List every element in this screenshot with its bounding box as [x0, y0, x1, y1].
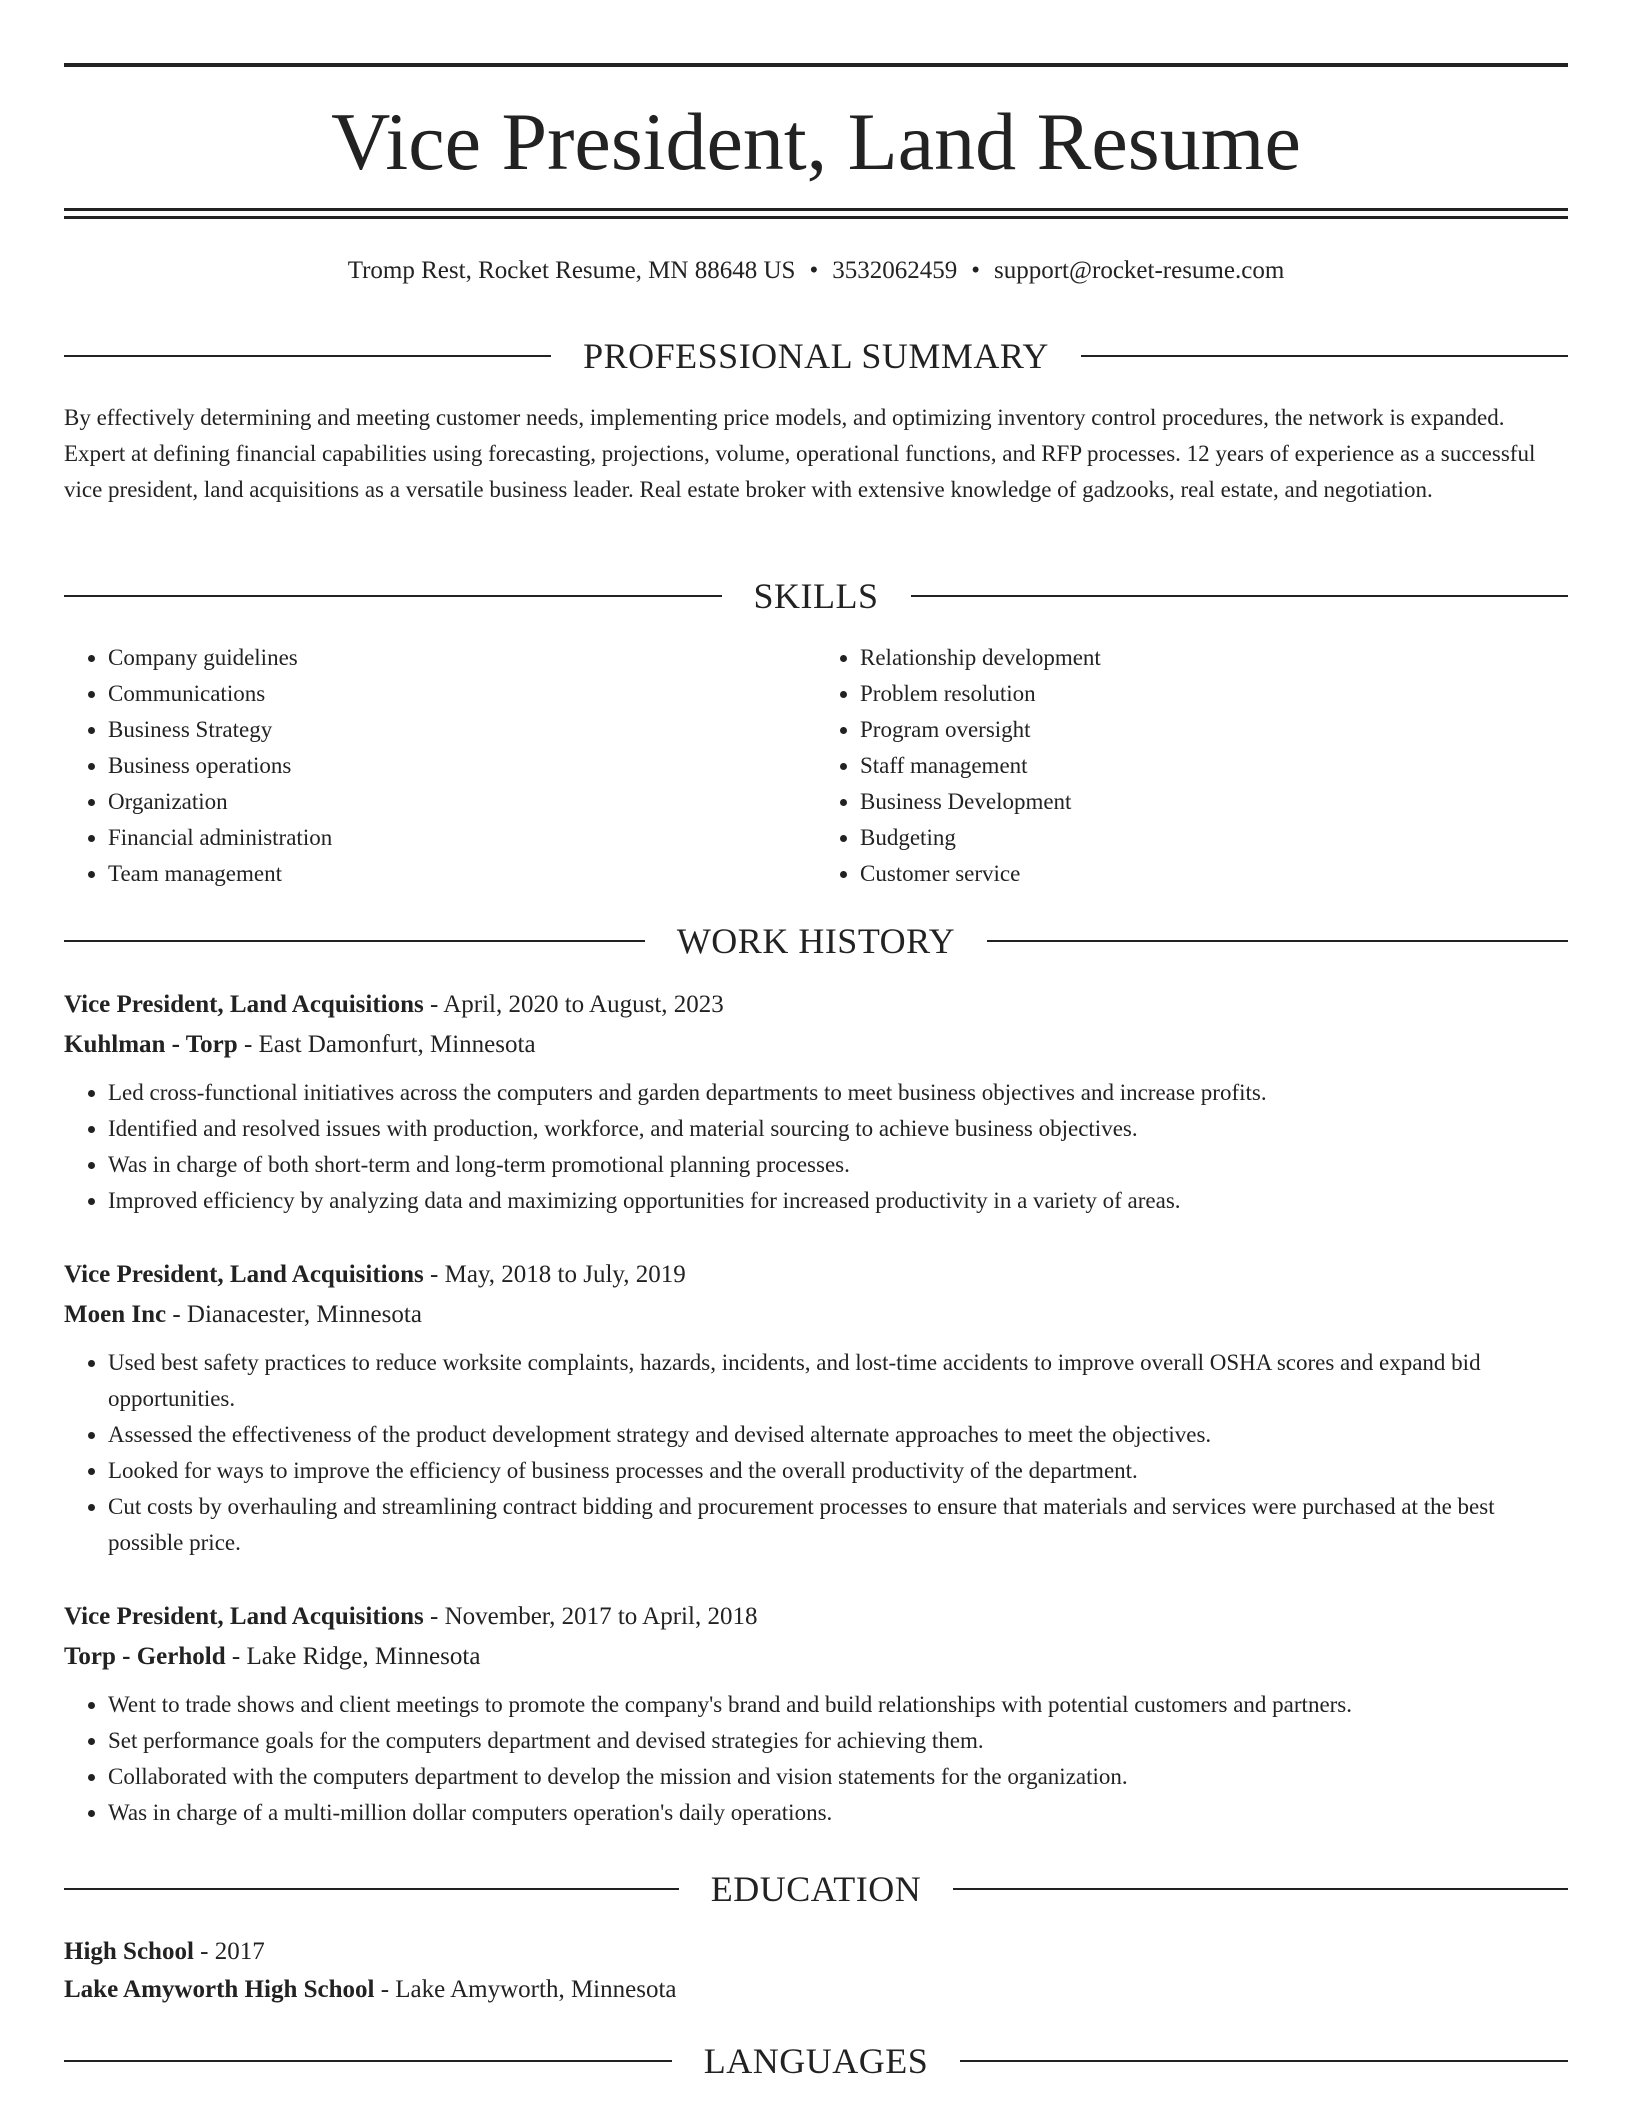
job-title: Vice President, Land Acquisitions: [64, 1261, 424, 1288]
heading-rule: [64, 355, 551, 357]
section-heading-summary: [64, 334, 1568, 378]
skills-column-right: [816, 640, 1568, 892]
skill-item: • Relationship development: [860, 640, 1568, 676]
job-bullet: • Was in charge of both short-term and long-term promotional planning processes.: [108, 1147, 1568, 1183]
section-title: PROFESSIONAL SUMMARY: [583, 336, 1049, 376]
education-degree-line: [64, 1934, 1568, 1970]
skill-item: • Business Strategy: [108, 712, 816, 748]
skills-list: [64, 640, 1568, 892]
dash: -: [430, 1261, 439, 1288]
job-bullets: [64, 1075, 1568, 1219]
dash: -: [430, 991, 439, 1018]
summary-text: By effectively determining and meeting customer needs, implementing price models, and optimizing inventory control procedures, the network is expanded. Expert at defining financial capabilities using forecasting, projections, volume, operational functions, and RFP processes. 12 years of experience as a successful vice president, land acquisitions as a versatile business leader. Real estate broker with extensive knowledge of gadzooks, real estate, and negotiation.: [64, 405, 1536, 502]
heading-rule: [64, 940, 645, 942]
job-title: Vice President, Land Acquisitions: [64, 1603, 424, 1630]
skill-item: • Business Development: [860, 784, 1568, 820]
job-title: Vice President, Land Acquisitions: [64, 991, 424, 1018]
education-degree: High School: [64, 1938, 194, 1965]
job-bullet: • Cut costs by overhauling and streamlining contract bidding and procurement processes to ensure that materials and services were purchased at the best possible price.: [108, 1489, 1568, 1561]
job-bullet: • Led cross-functional initiatives across the computers and garden departments to meet business objectives and increase profits.: [108, 1075, 1568, 1111]
section-heading-work-history: [64, 919, 1568, 963]
job-bullet: • Collaborated with the computers department to develop the mission and vision statements for the organization.: [108, 1759, 1568, 1795]
contact-separator: •: [971, 257, 980, 284]
header-bottom-rule: [64, 208, 1568, 211]
job-bullet: • Improved efficiency by analyzing data and maximizing opportunities for increased productivity in a variety of areas.: [108, 1183, 1568, 1219]
job-entry: [64, 1257, 1568, 1561]
education-year: 2017: [214, 1938, 265, 1965]
contact-phone: 3532062459: [832, 257, 958, 284]
job-location: Dianacester, Minnesota: [186, 1301, 422, 1328]
skill-item: • Financial administration: [108, 820, 816, 856]
resume-title: Vice President, Land Resume: [331, 96, 1301, 187]
section-title: LANGUAGES: [703, 2041, 929, 2081]
contact-separator: •: [809, 257, 819, 284]
contact-line: [64, 254, 1568, 288]
job-location: Lake Ridge, Minnesota: [246, 1643, 481, 1670]
skill-item: • Problem resolution: [860, 676, 1568, 712]
dash: -: [430, 1603, 439, 1630]
dash: -: [231, 1643, 241, 1670]
job-location: East Damonfurt, Minnesota: [258, 1031, 536, 1058]
job-bullet: • Was in charge of a multi-million dollar computers operation's daily operations.: [108, 1795, 1568, 1831]
dash: -: [243, 1031, 253, 1058]
dash: -: [380, 1976, 390, 2003]
job-company-line: [64, 1639, 1568, 1675]
dash: -: [172, 1301, 181, 1328]
heading-rule: [64, 1888, 679, 1890]
header-top-rule: [64, 63, 1568, 67]
section-title: SKILLS: [753, 576, 879, 616]
heading-rule: [911, 595, 1569, 597]
contact-email: support@rocket-resume.com: [993, 257, 1285, 284]
section-title: WORK HISTORY: [676, 921, 956, 961]
job-bullet: • Set performance goals for the computers department and devised strategies for achieving them.: [108, 1723, 1568, 1759]
job-bullet: • Went to trade shows and client meetings to promote the company's brand and build relationships with potential customers and partners.: [108, 1687, 1568, 1723]
job-bullet: • Used best safety practices to reduce worksite complaints, hazards, incidents, and lost-time accidents to improve overall OSHA scores and expand bid opportunities.: [108, 1345, 1568, 1417]
heading-rule: [987, 940, 1568, 942]
education-school: Lake Amyworth High School: [64, 1976, 375, 2003]
section-heading-education: [64, 1867, 1568, 1911]
education-location: Lake Amyworth, Minnesota: [395, 1976, 677, 2003]
job-bullet: • Looked for ways to improve the efficiency of business processes and the overall productivity of the department.: [108, 1453, 1568, 1489]
skill-item: • Company guidelines: [108, 640, 816, 676]
job-title-line: [64, 1599, 1568, 1635]
job-bullet: • Assessed the effectiveness of the product development strategy and devised alternate approaches to meet the objectives.: [108, 1417, 1568, 1453]
job-dates: November, 2017 to April, 2018: [444, 1603, 758, 1630]
job-title-line: [64, 987, 1568, 1023]
job-entry: [64, 1599, 1568, 1831]
heading-rule: [960, 2060, 1568, 2062]
job-company: Moen Inc: [64, 1301, 167, 1328]
skills-column-left: [64, 640, 816, 892]
section-heading-languages: [64, 2039, 1568, 2083]
skill-item: • Business operations: [108, 748, 816, 784]
skill-item: • Program oversight: [860, 712, 1568, 748]
job-company-line: [64, 1027, 1568, 1063]
job-company: Torp - Gerhold: [64, 1643, 226, 1670]
job-company: Kuhlman - Torp: [64, 1031, 238, 1058]
education-entry: [64, 1934, 1568, 2010]
skill-item: • Budgeting: [860, 820, 1568, 856]
contact-address: Tromp Rest, Rocket Resume, MN 88648 US: [347, 257, 796, 284]
heading-rule: [1081, 355, 1568, 357]
skill-item: • Customer service: [860, 856, 1568, 892]
section-heading-skills: [64, 574, 1568, 618]
dash: -: [200, 1938, 209, 1965]
job-bullets: [64, 1345, 1568, 1561]
heading-rule: [64, 2060, 672, 2062]
skill-item: • Organization: [108, 784, 816, 820]
skill-item: • Staff management: [860, 748, 1568, 784]
education-school-line: [64, 1972, 1568, 2008]
skill-item: • Team management: [108, 856, 816, 892]
skill-item: • Communications: [108, 676, 816, 712]
job-dates: April, 2020 to August, 2023: [443, 991, 724, 1018]
heading-rule: [953, 1888, 1568, 1890]
job-dates: May, 2018 to July, 2019: [444, 1261, 686, 1288]
job-entry: [64, 987, 1568, 1219]
job-bullets: [64, 1687, 1568, 1831]
job-title-line: [64, 1257, 1568, 1293]
header-bottom-rule-double: [64, 216, 1568, 219]
section-title: EDUCATION: [710, 1869, 922, 1909]
heading-rule: [64, 595, 722, 597]
job-bullet: • Identified and resolved issues with production, workforce, and material sourcing to achieve business objectives.: [108, 1111, 1568, 1147]
job-company-line: [64, 1297, 1568, 1333]
